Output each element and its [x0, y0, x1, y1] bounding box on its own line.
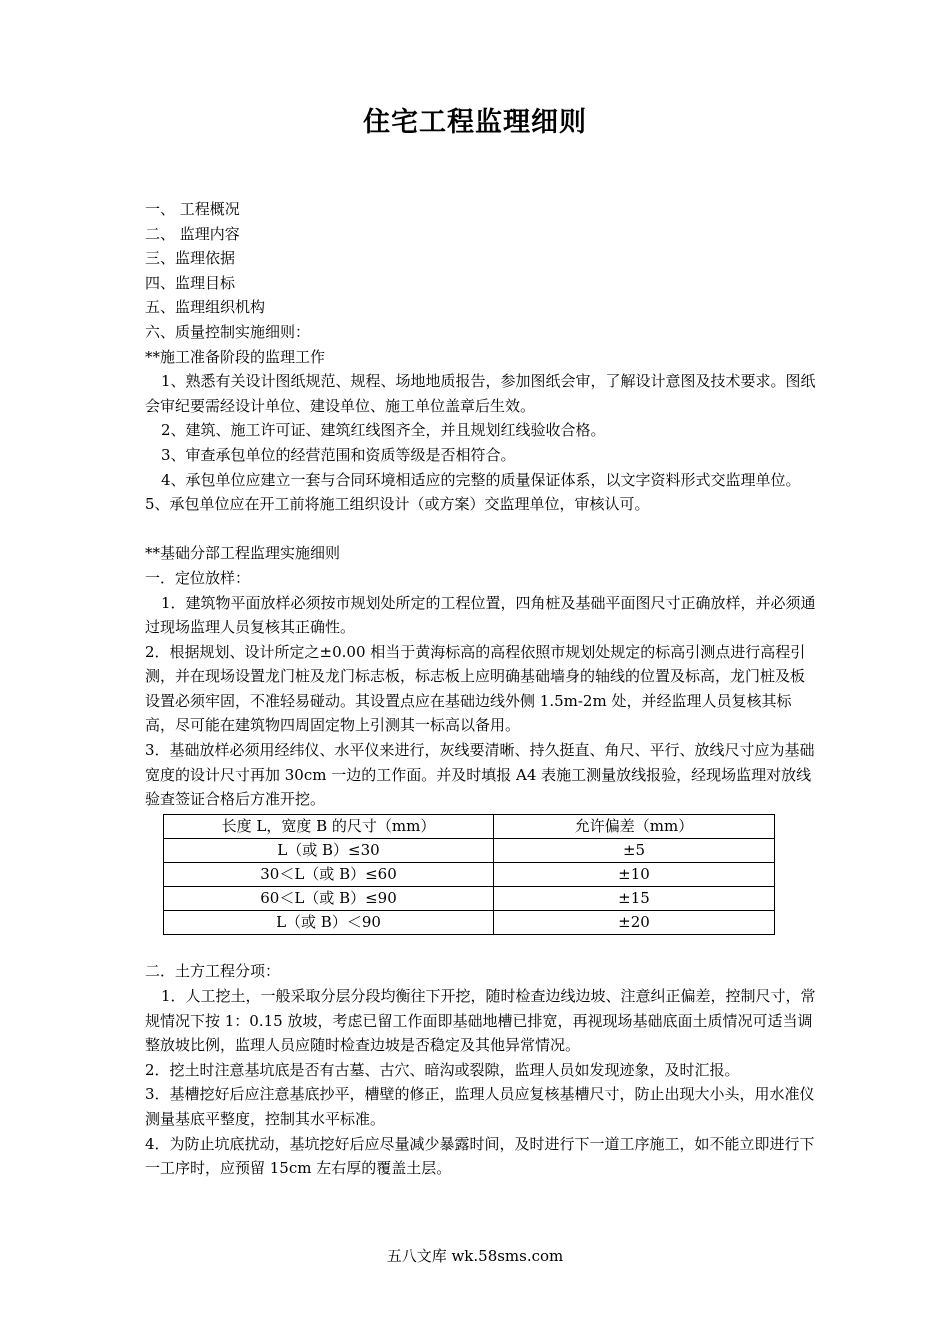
- toc-item: 六、质量控制实施细则：: [145, 322, 311, 341]
- table-cell: L（或 B）≤30: [164, 838, 494, 862]
- foundation-item: 2．根据规划、设计所定之±0.00 相当于黄海标高的高程依照市规划处规定的标高引测点进行高程引测，并在现场设置龙门桩及龙门标志板，标志板上应明确基础墙身的轴线的位置及标高，龙门桩及板设置必须牢固，不准轻易碰动。其设置点应在基础边线外侧 1.5m-2m 处，并经监理人员复核其标高，尽可能在建筑物四周固定物上引测其一标高以备用。: [145, 642, 806, 735]
- prep-item: 1、熟悉有关设计图纸规范、规程、场地地质报告，参加图纸会审，了解设计意图及技术要求。图纸会审纪要需经设计单位、建设单位、施工单位盖章后生效。: [145, 372, 816, 415]
- table-header-cell: 长度 L，宽度 B 的尺寸（mm）: [164, 814, 494, 838]
- table-cell: ±5: [494, 838, 775, 862]
- prep-item: 3、审查承包单位的经营范围和资质等级是否相符合。: [161, 445, 516, 464]
- page-footer[interactable]: 五八文库 wk.58sms.com: [386, 1247, 564, 1265]
- spacer: [145, 517, 817, 542]
- table-cell: ±20: [494, 910, 775, 934]
- earth-item: 2．挖土时注意基坑底是否有古墓、古穴、暗沟或裂隙，监理人员如发现迹象，及时汇报。: [145, 1060, 740, 1079]
- document-title: 住宅工程监理细则: [363, 107, 587, 138]
- section-heading: 一．定位放样：: [145, 568, 251, 587]
- earth-item: 4．为防止坑底扰动，基坑挖好后应尽量减少暴露时间，及时进行下一道工序施工，如不能立即进行下一工序时，应预留 15cm 左右厚的覆盖土层。: [145, 1134, 815, 1178]
- table-cell: L（或 B）＜90: [164, 910, 494, 934]
- table-header-cell: 允许偏差（mm）: [494, 814, 775, 838]
- table-cell: 60＜L（或 B）≤90: [164, 886, 494, 910]
- table-header-row: [164, 814, 775, 838]
- table-cell: 30＜L（或 B）≤60: [164, 862, 494, 886]
- toc-item: 五、监理组织机构: [145, 298, 266, 317]
- toc-item: 二、 监理内容: [145, 224, 240, 243]
- table-row: [164, 910, 775, 934]
- prep-item: 5、承包单位应在开工前将施工组织设计（或方案）交监理单位，审核认可。: [145, 495, 650, 514]
- toc-item: 三、监理依据: [145, 249, 236, 268]
- table-row: [164, 862, 775, 886]
- toc-item: 一、 工程概况: [145, 200, 240, 218]
- prep-item: 4、承包单位应建立一套与合同环境相适应的完整的质量保证体系，以文字资料形式交监理单位。: [161, 470, 801, 489]
- table-row: [164, 838, 775, 862]
- earth-item: 1．人工挖土，一般采取分层分段均衡往下开挖，随时检查边线边坡、注意纠正偏差，控制尺寸，常规情况下按 1：0.15 放坡，考虑已留工作面即基础地槽已排宽，再视现场基础底面土质情况可适当调整放坡比例，监理人员应随时检查边坡是否稳定及其他异常情况。: [145, 987, 816, 1055]
- toc-item: 四、监理目标: [145, 273, 236, 292]
- table-row: [164, 886, 775, 910]
- spacer: [145, 935, 817, 960]
- foundation-item: 1．建筑物平面放样必须按市规划处所定的工程位置，四角桩及基础平面图尺寸正确放样，并必须通过现场监理人员复核其正确性。: [145, 593, 816, 637]
- table-cell: ±15: [494, 886, 775, 910]
- earth-item: 3．基槽挖好后应注意基底抄平，槽壁的修正，监理人员应复核基槽尺寸，防止出现大小头，用水准仪测量基底平整度，控制其水平标准。: [145, 1085, 815, 1128]
- table-cell: ±10: [494, 862, 775, 886]
- prep-item: 2、建筑、施工许可证、建筑红线图齐全，并且规划红线验收合格。: [161, 421, 606, 440]
- foundation-item: 3．基础放样必须用经纬仪、水平仪来进行，灰线要清晰、持久挺直、角尺、平行、放线尺寸应为基础宽度的设计尺寸再加 30cm 一边的工作面。并及时填报 A4 表施工测量放线报验，经现场监理对放线验查签证合格后方准开挖。: [145, 741, 815, 809]
- section-heading: 二．土方工程分项：: [145, 962, 281, 981]
- document-body: [145, 197, 817, 1181]
- foundation-heading: **基础分部工程监理实施细则: [145, 544, 341, 563]
- tolerance-table: [163, 814, 775, 935]
- prep-heading: **施工准备阶段的监理工作: [145, 347, 326, 366]
